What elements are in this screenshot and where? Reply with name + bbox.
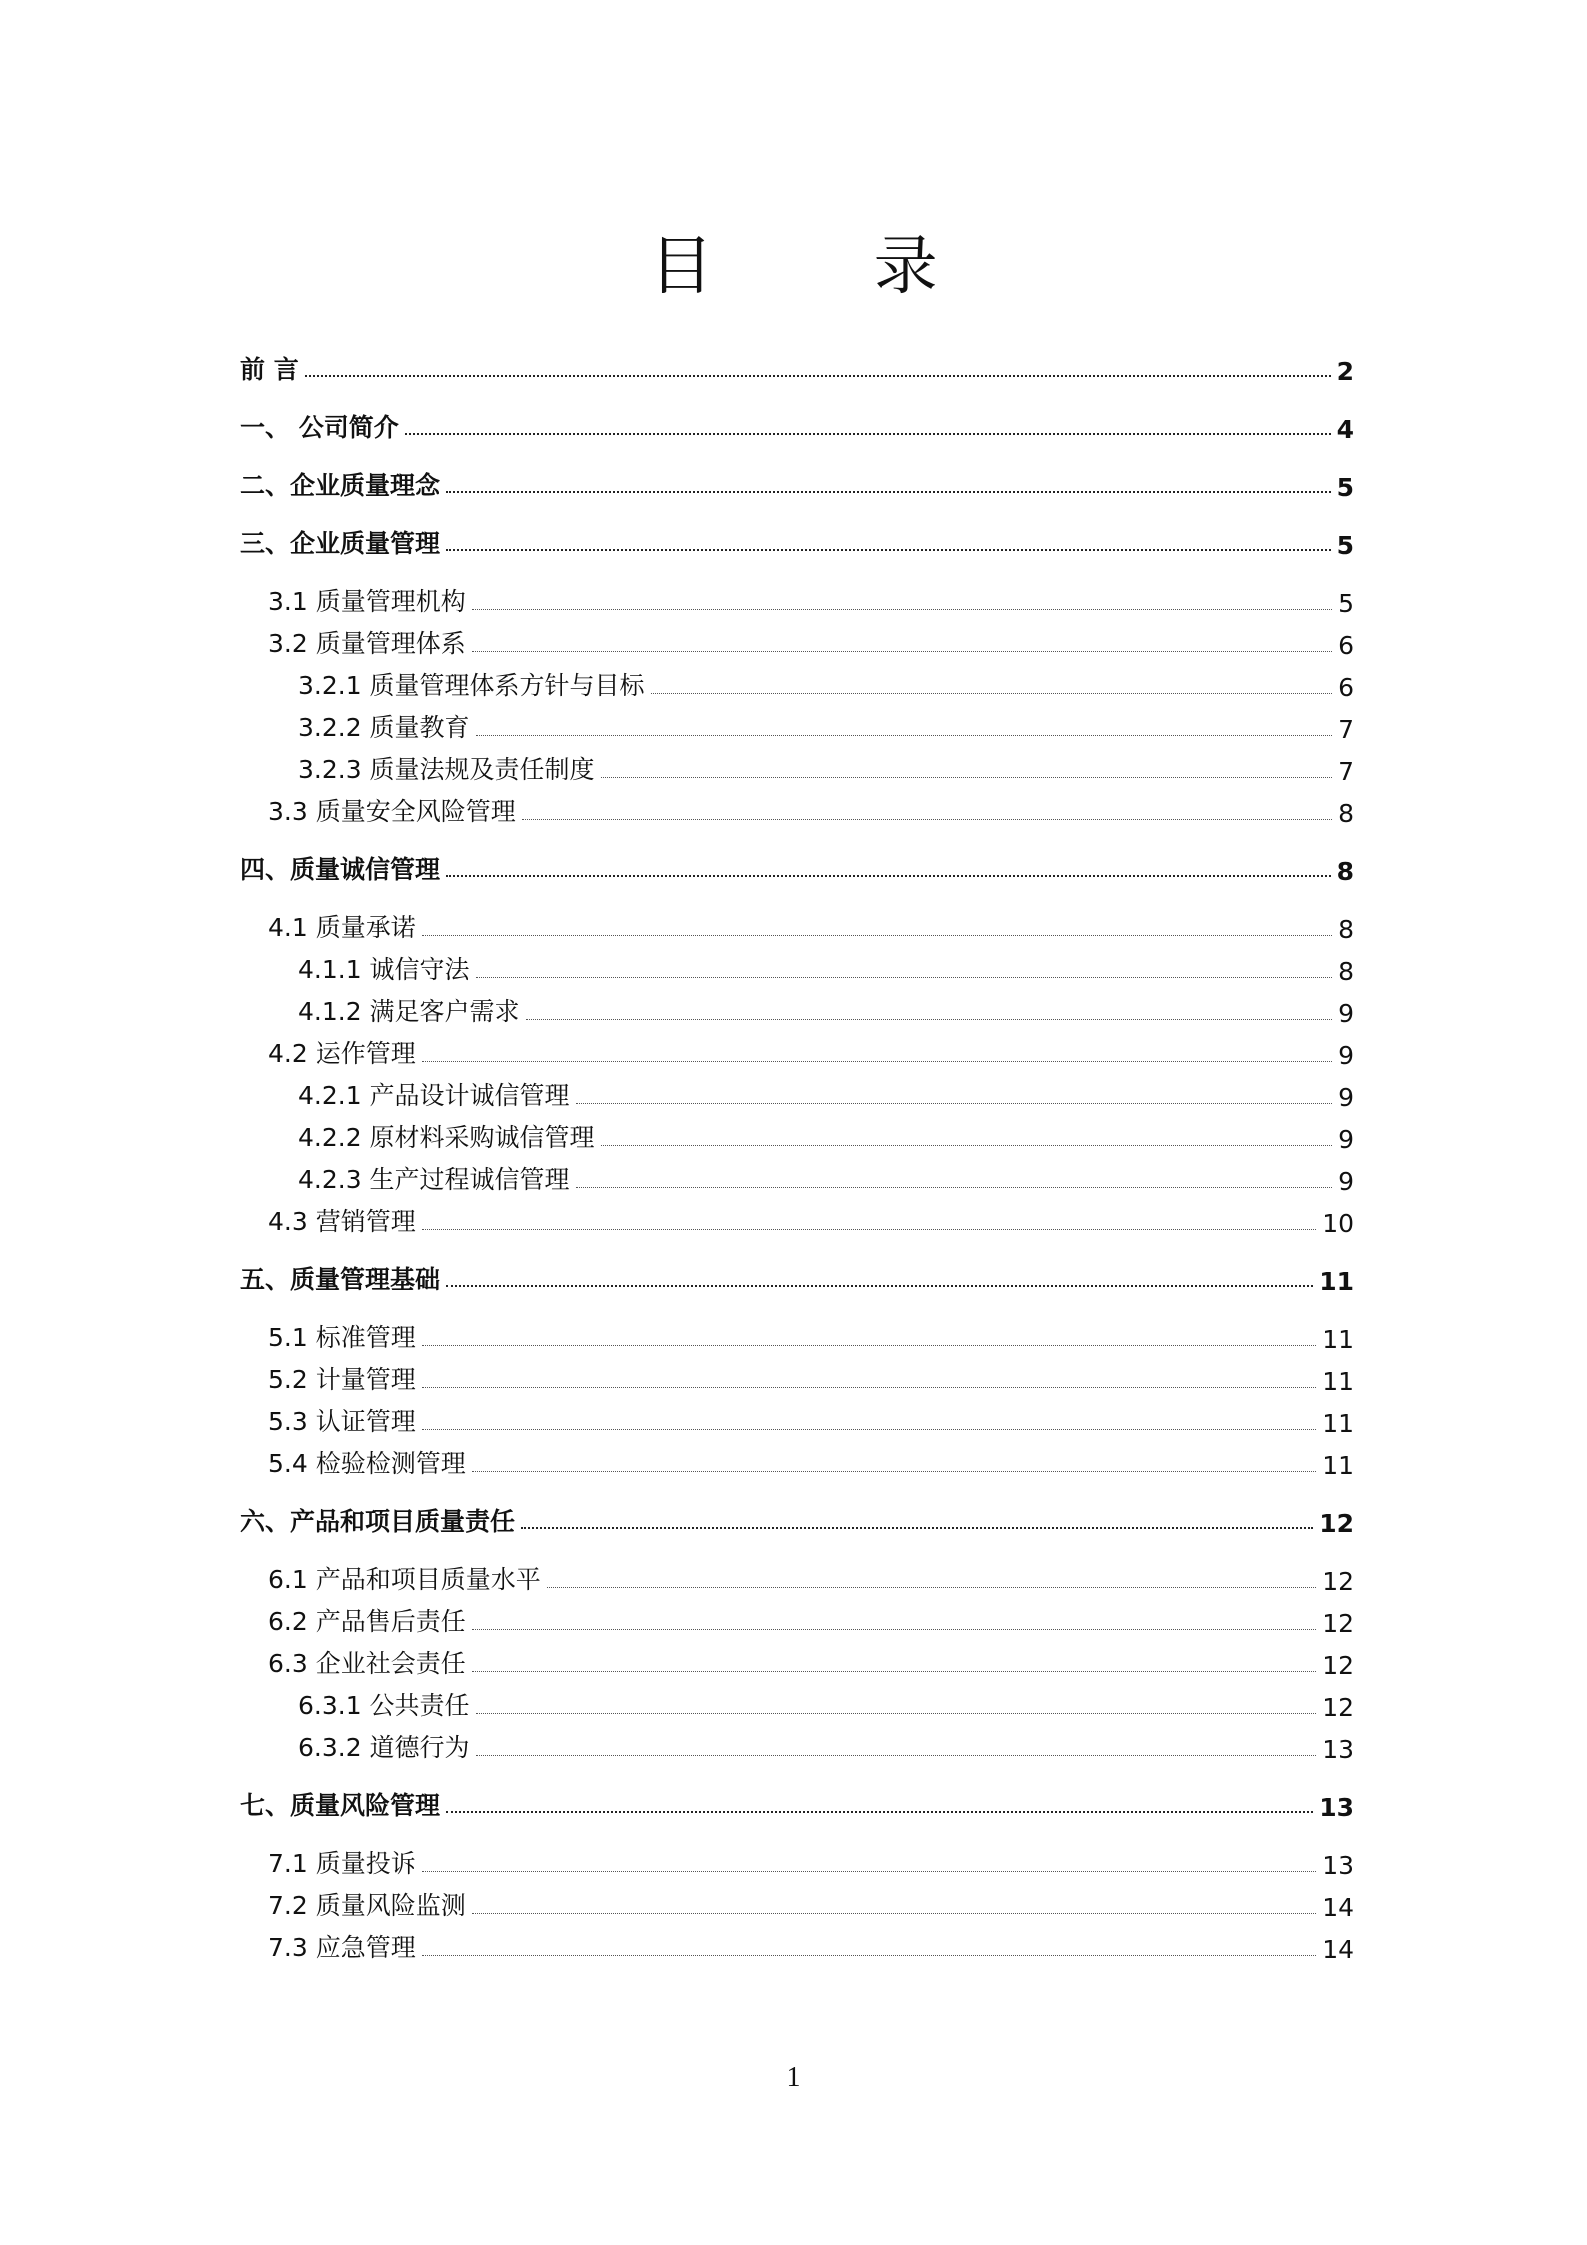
toc-entry-label: 7.1 质量投诉 [268, 1849, 416, 1878]
toc-entry[interactable] [240, 1686, 1354, 1722]
toc-entry-page: 13 [1319, 1793, 1354, 1822]
toc-entry-label: 二、企业质量理念 [240, 471, 441, 500]
toc-entry[interactable] [240, 1928, 1354, 1964]
toc-entry[interactable] [240, 1502, 1354, 1538]
toc-entry[interactable] [240, 1560, 1354, 1596]
toc-entry-label: 前 言 [240, 355, 299, 384]
toc-entry-page: 5 [1336, 473, 1354, 502]
toc-entry[interactable] [240, 708, 1354, 744]
toc-entry-page: 4 [1336, 415, 1354, 444]
toc-entry[interactable] [240, 1402, 1354, 1438]
toc-entry-label: 6.3.2 道德行为 [298, 1733, 470, 1762]
toc-leader-dots [446, 1285, 1313, 1287]
toc-entry[interactable] [240, 1360, 1354, 1396]
toc-entry-page: 11 [1322, 1367, 1354, 1396]
toc-leader-dots [521, 1527, 1313, 1529]
toc-leader-dots [446, 1811, 1313, 1813]
toc-leader-dots [476, 1713, 1317, 1714]
toc-entry-label: 4.1 质量承诺 [268, 913, 416, 942]
toc-entry-label: 6.1 产品和项目质量水平 [268, 1565, 541, 1594]
toc-leader-dots [526, 1019, 1333, 1020]
toc-entry-label: 3.1 质量管理机构 [268, 587, 466, 616]
toc-entry[interactable] [240, 1844, 1354, 1880]
toc-entry[interactable] [240, 750, 1354, 786]
toc-entry-label: 4.2.2 原材料采购诚信管理 [298, 1123, 595, 1152]
toc-entry[interactable] [240, 350, 1354, 386]
toc-leader-dots [472, 1629, 1316, 1630]
toc-leader-dots [476, 977, 1333, 978]
toc-entry-page: 8 [1338, 957, 1354, 986]
toc-leader-dots [472, 609, 1332, 610]
toc-leader-dots [305, 375, 1331, 377]
toc-entry-page: 12 [1322, 1693, 1354, 1722]
toc-leader-dots [472, 651, 1332, 652]
toc-leader-dots [651, 693, 1333, 694]
toc-leader-dots [405, 433, 1331, 435]
toc-entry-page: 5 [1336, 531, 1354, 560]
toc-entry-page: 2 [1336, 357, 1354, 386]
toc-leader-dots [422, 1871, 1316, 1872]
toc-entry[interactable] [240, 1034, 1354, 1070]
toc-entry-label: 三、企业质量管理 [240, 529, 441, 558]
toc-entry-page: 8 [1338, 799, 1354, 828]
toc-entry-label: 四、质量诚信管理 [240, 855, 441, 884]
toc-leader-dots [422, 1429, 1316, 1430]
toc-entry[interactable] [240, 408, 1354, 444]
toc-entry-label: 五、质量管理基础 [240, 1265, 441, 1294]
toc-leader-dots [446, 875, 1331, 877]
toc-entry[interactable] [240, 850, 1354, 886]
toc-entry-label: 3.2 质量管理体系 [268, 629, 466, 658]
toc-entry[interactable] [240, 1160, 1354, 1196]
toc-entry-label: 7.2 质量风险监测 [268, 1891, 466, 1920]
toc-entry-page: 14 [1322, 1935, 1354, 1964]
toc-entry-label: 4.2.1 产品设计诚信管理 [298, 1081, 570, 1110]
toc-entry[interactable] [240, 666, 1354, 702]
toc-entry[interactable] [240, 582, 1354, 618]
toc-entry-label: 5.3 认证管理 [268, 1407, 416, 1436]
toc-entry-label: 4.1.1 诚信守法 [298, 955, 470, 984]
toc-entry-page: 12 [1319, 1509, 1354, 1538]
toc-entry-label: 5.1 标准管理 [268, 1323, 416, 1352]
page-title: 目 录 [649, 230, 1008, 304]
toc-entry-page: 12 [1322, 1609, 1354, 1638]
toc-entry-page: 8 [1338, 915, 1354, 944]
toc-entry-label: 7.3 应急管理 [268, 1933, 416, 1962]
toc-entry-page: 11 [1319, 1267, 1354, 1296]
toc-leader-dots [422, 1345, 1316, 1346]
toc-entry-page: 11 [1322, 1409, 1354, 1438]
toc-entry-label: 4.2.3 生产过程诚信管理 [298, 1165, 570, 1194]
toc-leader-dots [422, 1955, 1316, 1956]
toc-entry[interactable] [240, 1260, 1354, 1296]
toc-entry[interactable] [240, 624, 1354, 660]
toc-entry-page: 7 [1338, 715, 1354, 744]
toc-entry-page: 9 [1338, 1083, 1354, 1112]
toc-entry[interactable] [240, 466, 1354, 502]
page-number: 1 [786, 2062, 801, 2093]
toc-entry-page: 9 [1338, 1167, 1354, 1196]
toc-entry-label: 4.1.2 满足客户需求 [298, 997, 520, 1026]
toc-entry[interactable] [240, 1886, 1354, 1922]
toc-entry-label: 一、 公司简介 [240, 413, 399, 442]
toc-entry-page: 7 [1338, 757, 1354, 786]
toc-entry[interactable] [240, 1728, 1354, 1764]
toc-leader-dots [576, 1187, 1333, 1188]
toc-entry-page: 5 [1338, 589, 1354, 618]
toc-entry-page: 9 [1338, 999, 1354, 1028]
toc-entry-label: 六、产品和项目质量责任 [240, 1507, 516, 1536]
toc-entry[interactable] [240, 1202, 1354, 1238]
toc-entry-label: 七、质量风险管理 [240, 1791, 441, 1820]
toc-entry[interactable] [240, 1076, 1354, 1112]
toc-leader-dots [522, 819, 1332, 820]
toc-leader-dots [422, 1061, 1332, 1062]
toc-leader-dots [547, 1587, 1316, 1588]
toc-entry-label: 6.2 产品售后责任 [268, 1607, 466, 1636]
toc-entry-page: 12 [1322, 1567, 1354, 1596]
toc-leader-dots [472, 1671, 1316, 1672]
toc-entry[interactable] [240, 792, 1354, 828]
toc-entry-page: 6 [1338, 631, 1354, 660]
toc-entry-label: 6.3 企业社会责任 [268, 1649, 466, 1678]
toc-leader-dots [422, 1229, 1316, 1230]
toc-leader-dots [472, 1913, 1316, 1914]
toc-entry[interactable] [240, 1444, 1354, 1480]
toc-leader-dots [472, 1471, 1316, 1472]
toc-entry-page: 9 [1338, 1041, 1354, 1070]
toc-entry[interactable] [240, 950, 1354, 986]
toc-entry-page: 12 [1322, 1651, 1354, 1680]
toc-entry-page: 14 [1322, 1893, 1354, 1922]
toc-leader-dots [576, 1103, 1333, 1104]
toc-entry-page: 8 [1336, 857, 1354, 886]
toc-leader-dots [476, 735, 1333, 736]
toc-entry-label: 3.3 质量安全风险管理 [268, 797, 516, 826]
toc-entry-page: 9 [1338, 1125, 1354, 1154]
toc-entry-page: 10 [1322, 1209, 1354, 1238]
toc-entry-label: 5.4 检验检测管理 [268, 1449, 466, 1478]
toc-entry[interactable] [240, 1786, 1354, 1822]
toc-entry[interactable] [240, 1602, 1354, 1638]
toc-entry-page: 11 [1322, 1451, 1354, 1480]
toc-entry-label: 3.2.2 质量教育 [298, 713, 470, 742]
toc-entry[interactable] [240, 908, 1354, 944]
toc-leader-dots [422, 1387, 1316, 1388]
toc-entry-page: 6 [1338, 673, 1354, 702]
toc-entry[interactable] [240, 1118, 1354, 1154]
toc-entry-page: 13 [1322, 1735, 1354, 1764]
toc-entry-label: 3.2.1 质量管理体系方针与目标 [298, 671, 645, 700]
toc-entry[interactable] [240, 1644, 1354, 1680]
toc-leader-dots [601, 777, 1333, 778]
toc-entry[interactable] [240, 992, 1354, 1028]
toc-entry[interactable] [240, 524, 1354, 560]
toc-leader-dots [446, 549, 1331, 551]
toc-entry-page: 13 [1322, 1851, 1354, 1880]
toc-entry[interactable] [240, 1318, 1354, 1354]
toc-leader-dots [601, 1145, 1333, 1146]
toc-leader-dots [446, 491, 1331, 493]
toc-entry-page: 11 [1322, 1325, 1354, 1354]
toc-entry-label: 6.3.1 公共责任 [298, 1691, 470, 1720]
toc-entry-label: 5.2 计量管理 [268, 1365, 416, 1394]
toc-leader-dots [476, 1755, 1317, 1756]
toc-entry-label: 3.2.3 质量法规及责任制度 [298, 755, 595, 784]
toc-entry-label: 4.2 运作管理 [268, 1039, 416, 1068]
toc-leader-dots [422, 935, 1332, 936]
toc-entry-label: 4.3 营销管理 [268, 1207, 416, 1236]
